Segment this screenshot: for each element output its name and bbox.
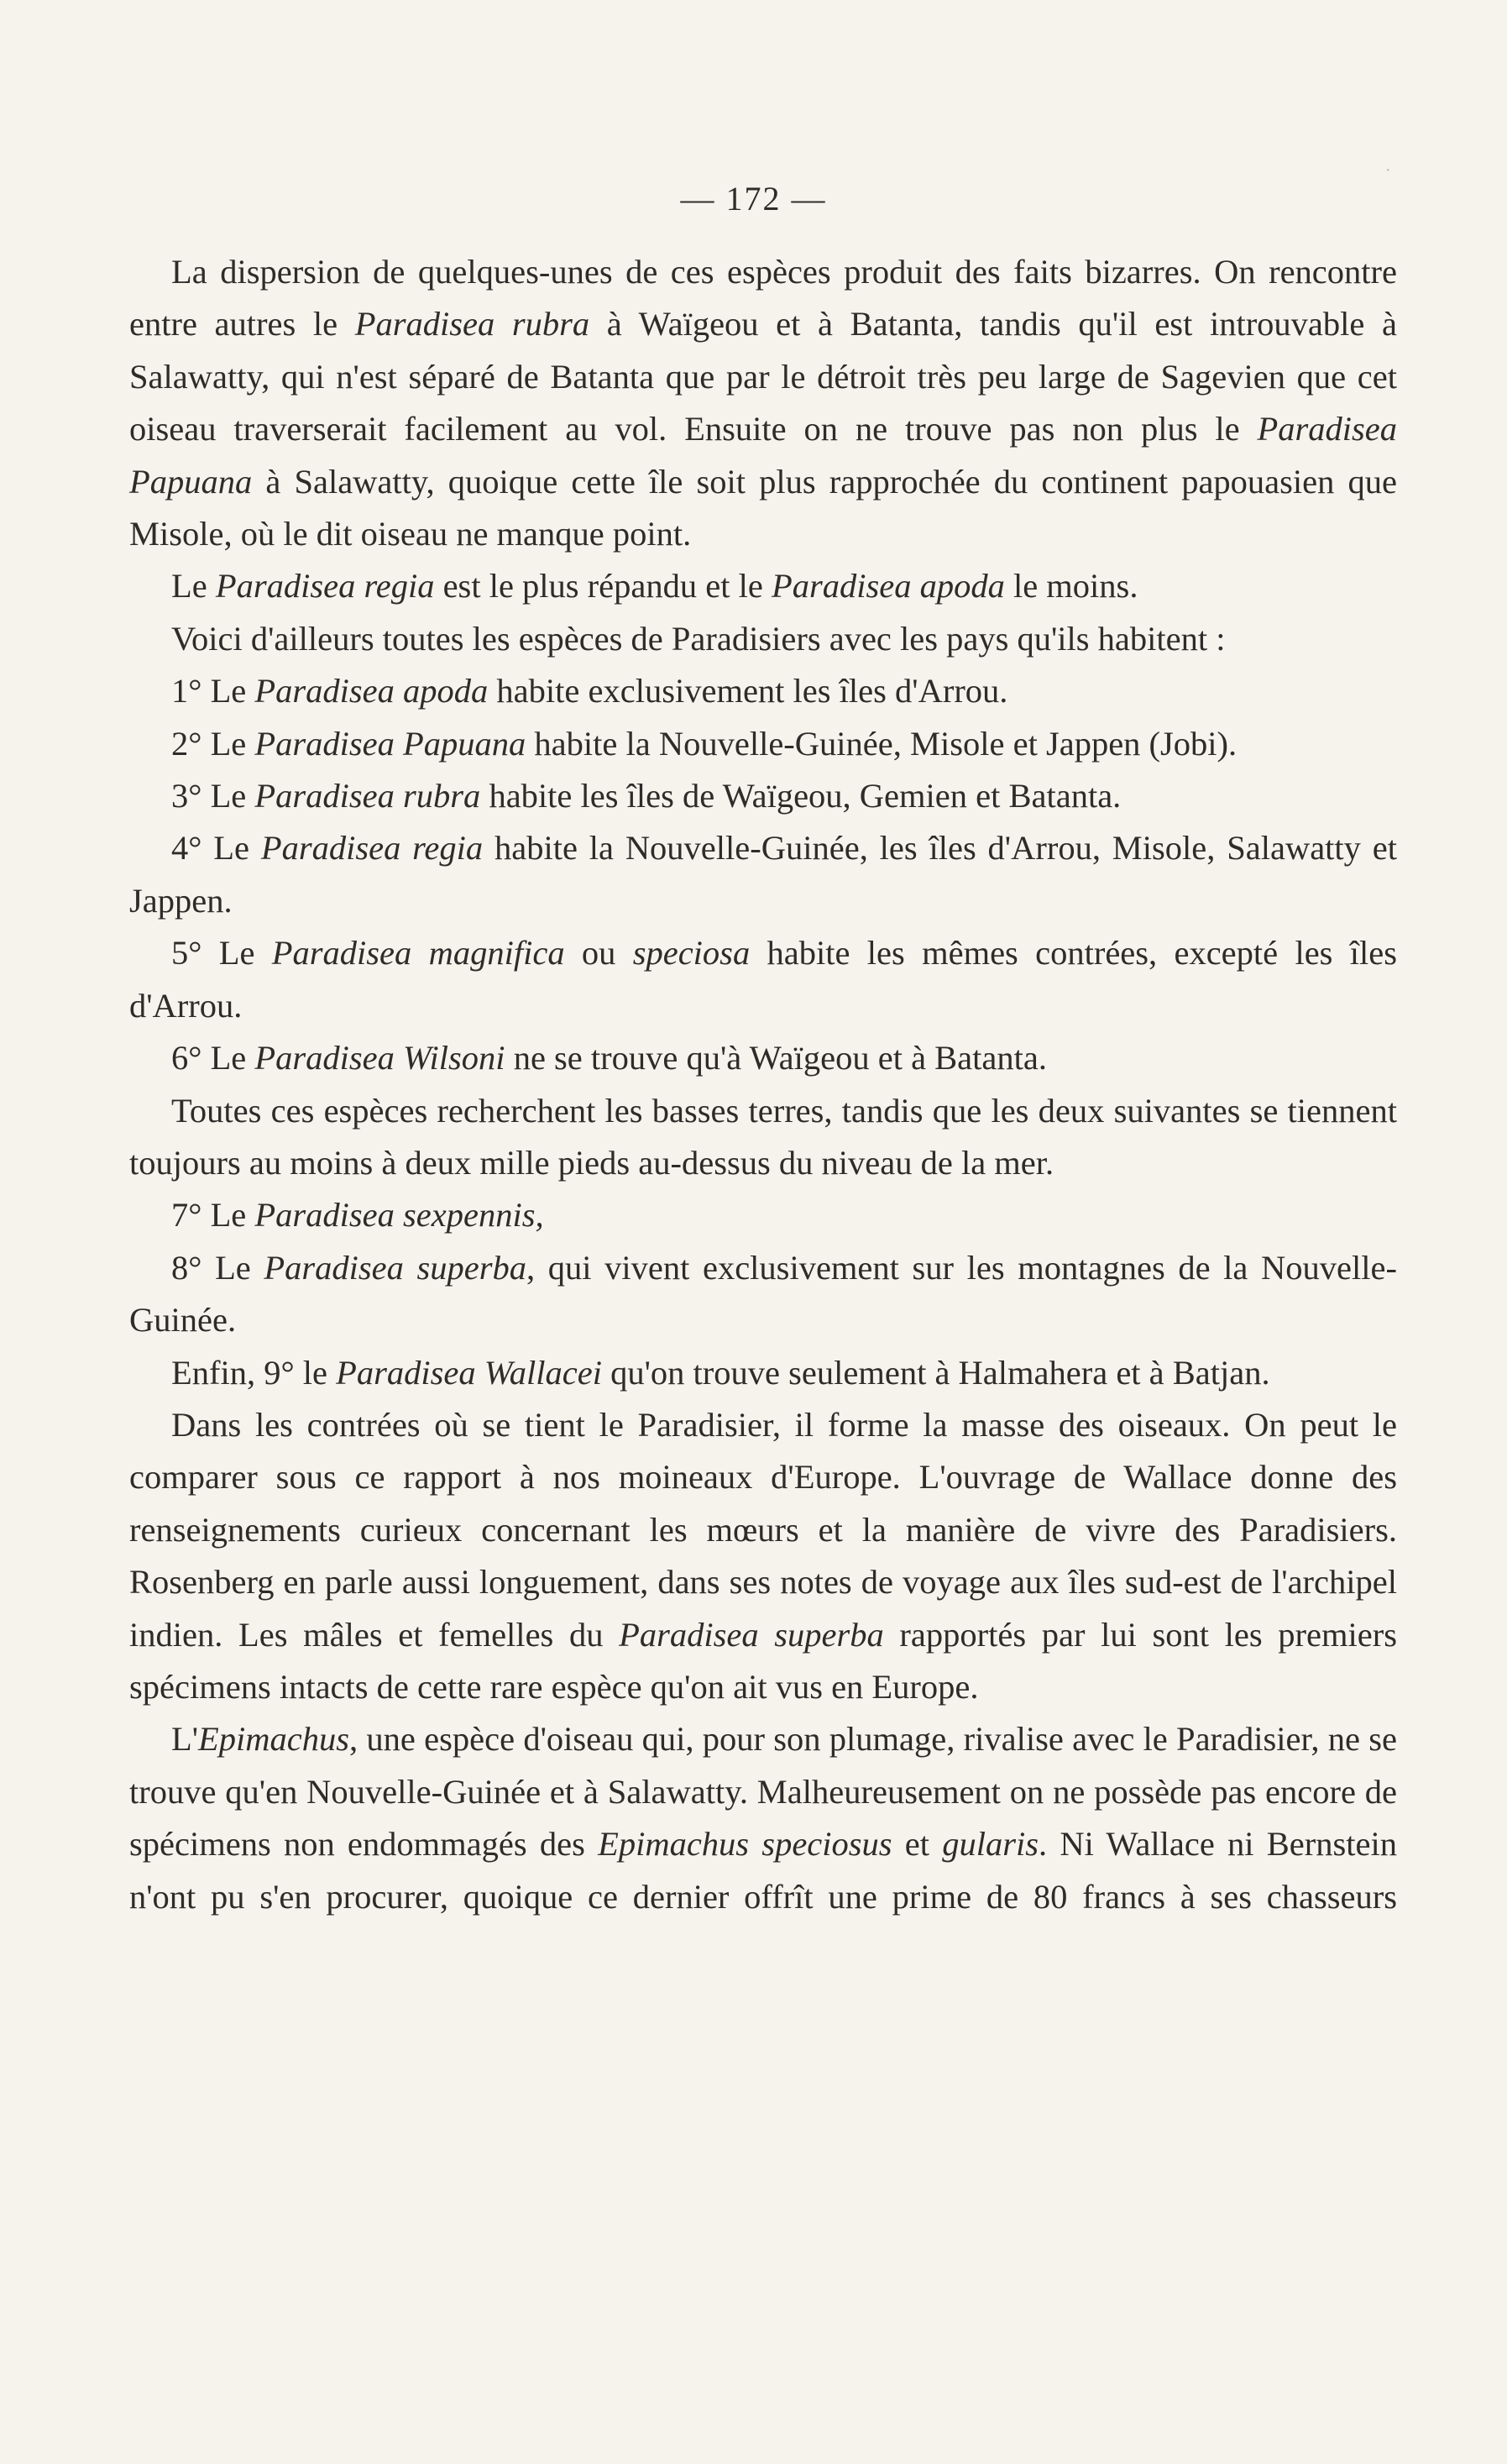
text-run: à Salawatty, quoique cette île soit plus rapprochée du continent papouasien que Misole, où le dit oiseau ne manque point. — [129, 462, 1397, 553]
italic-text: Paradisea superba — [619, 1615, 884, 1654]
text-run: rapportés par lui sont les premiers spécimens intacts de cette rare espèce qu'on ait vus en Europe. — [129, 1615, 1397, 1706]
text-run: à Waïgeou et à Batanta, tandis qu'il est introuvable à Salawatty, qui n'est séparé de Batanta que par le détroit très peu large de Sagevien que cet oiseau traverserait facilement au vol. Ensuite on ne trouve pas non plus le — [129, 305, 1397, 448]
text-run: est le plus répandu et le — [434, 567, 772, 606]
text-run: 5° Le — [171, 934, 272, 972]
italic-text: Paradisea Wallacei — [336, 1353, 602, 1392]
list-item — [129, 1032, 1397, 1084]
text-run: L' — [171, 1720, 199, 1759]
italic-text: Paradisea rubra — [354, 305, 590, 343]
list-item — [129, 1242, 1397, 1347]
italic-text: Paradisea regia — [215, 567, 435, 606]
list-item — [129, 770, 1397, 822]
text-run: Le — [171, 567, 216, 606]
list-item — [129, 927, 1397, 1032]
text-run: Dans les contrées où se tient le Paradisier, il forme la masse des oiseaux. On peut le comparer sous ce rapport à nos moineaux d'Europe. L'ouvrage de Wallace donne des renseignements curieux concernant les mœurs et la manière de vivre des Paradisiers. Rosenberg en parle aussi longuement, dans ses notes de voyage aux îles sud-est de l'archipel indien. Les mâles et femelles du — [129, 1405, 1397, 1654]
body-text — [129, 246, 1397, 1923]
italic-text: gularis — [942, 1825, 1039, 1864]
list-item — [129, 718, 1397, 770]
text-run: 2° Le — [171, 724, 255, 763]
italic-text: Paradisea regia — [260, 829, 484, 868]
text-run: Enfin, 9° le — [171, 1353, 337, 1392]
italic-text: Paradisea Papuana — [129, 410, 1397, 501]
text-run: , une espèce d'oiseau qui, pour son plumage, rivalise avec le Paradisier, ne se trouve qu'en Nouvelle-Guinée et à Salawatty. Malheureusement on ne possède pas encore de spécimens non endommagés des — [129, 1720, 1397, 1864]
italic-text: Paradisea magnifica — [271, 934, 565, 972]
text-run: 7° Le — [171, 1196, 255, 1235]
italic-text: Epimachus — [198, 1720, 350, 1759]
list-item — [129, 822, 1397, 927]
text-run: et — [892, 1825, 943, 1864]
paragraph — [129, 560, 1397, 612]
italic-text: Paradisea rubra — [254, 777, 481, 815]
italic-text: Paradisea sexpennis, — [254, 1196, 544, 1235]
text-run: Voici d'ailleurs toutes les espèces de Paradisiers avec les pays qu'ils habitent : — [171, 619, 1226, 658]
paragraph — [129, 1085, 1397, 1190]
text-run: habite la Nouvelle-Guinée, Misole et Jappen (Jobi). — [526, 724, 1238, 763]
text-run: ne se trouve qu'à Waïgeou et à Batanta. — [505, 1039, 1047, 1077]
italic-text: Epimachus speciosus — [598, 1825, 892, 1864]
text-run: 3° Le — [171, 777, 255, 815]
italic-text: Paradisea superba — [264, 1248, 527, 1287]
text-run: 6° Le — [171, 1039, 255, 1077]
paragraph — [129, 246, 1397, 560]
text-run: habite exclusivement les îles d'Arrou. — [488, 672, 1008, 710]
text-run: 1° Le — [171, 672, 255, 710]
page-number: — 172 — — [680, 180, 827, 218]
text-run: 4° Le — [171, 829, 261, 868]
italic-text: Paradisea Wilsoni — [254, 1039, 505, 1077]
text-run: , qui vivent exclusivement sur les montagnes de la Nouvelle-Guinée. — [129, 1248, 1397, 1339]
text-run: . Ni Wallace ni Bernstein n'ont pu s'en procurer, quoique ce dernier offrît une prime de 80 francs à ses chasseurs — [129, 1825, 1397, 1916]
text-run: qu'on trouve seulement à Halmahera et à Batjan. — [602, 1353, 1270, 1392]
text-run: 8° Le — [171, 1248, 264, 1287]
italic-text: Paradisea apoda — [771, 567, 1005, 606]
text-run: La dispersion de quelques-unes de ces espèces produit des faits bizarres. On rencontre entre autres le — [129, 253, 1397, 343]
list-item — [129, 1347, 1397, 1399]
text-run: ou — [564, 934, 633, 972]
italic-text: Paradisea Papuana — [254, 724, 526, 763]
list-item — [129, 1189, 1397, 1241]
text-run: habite les mêmes contrées, excepté les îles d'Arrou. — [129, 934, 1397, 1025]
italic-text: speciosa — [632, 934, 751, 972]
margin-mark: · — [1385, 161, 1391, 180]
text-run: habite la Nouvelle-Guinée, les îles d'Arrou, Misole, Salawatty et Jappen. — [129, 829, 1397, 920]
text-run: le moins. — [1004, 567, 1138, 606]
paragraph — [129, 613, 1397, 665]
paragraph — [129, 1713, 1397, 1923]
text-run: Toutes ces espèces recherchent les basses terres, tandis que les deux suivantes se tiennent toujours au moins à deux mille pieds au-dessus du niveau de la mer. — [129, 1091, 1397, 1182]
text-run: habite les îles de Waïgeou, Gemien et Batanta. — [480, 777, 1122, 815]
italic-text: Paradisea apoda — [254, 672, 489, 710]
paragraph — [129, 1399, 1397, 1713]
list-item — [129, 665, 1397, 717]
